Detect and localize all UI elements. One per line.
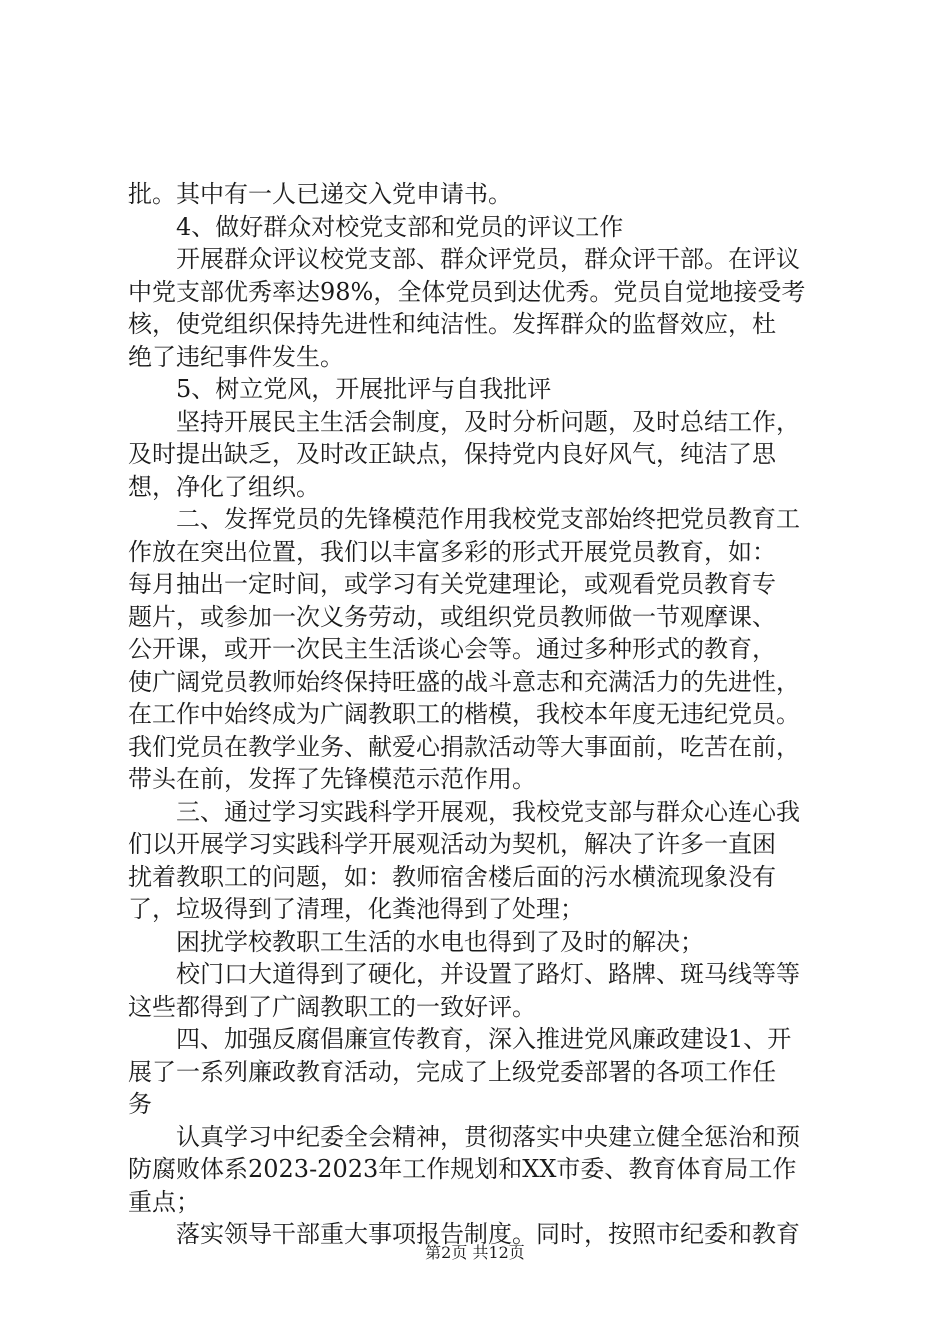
text-line: 四、加强反腐倡廉宣传教育，深入推进党风廉政建设1、开 (176, 1025, 792, 1053)
text-line: 题片，或参加一次义务劳动，或组织党员教师做一节观摩课、 (128, 602, 776, 631)
text-line: 中党支部优秀率达98%，全体党员到达优秀。党员自觉地接受考 (128, 277, 806, 306)
text-line: 校门口大道得到了硬化，并设置了路灯、路牌、斑马线等等 (176, 960, 800, 988)
text-line: 在工作中始终成为广阔教职工的楷模，我校本年度无违纪党员。 (128, 700, 800, 728)
text-line: 使广阔党员教师始终保持旺盛的战斗意志和充满活力的先进性， (128, 667, 800, 696)
text-line: 二、发挥党员的先锋模范作用我校党支部始终把党员教育工 (176, 505, 800, 533)
text-line: 这些都得到了广阔教职工的一致好评。 (128, 992, 536, 1021)
text-line: 及时提出缺乏，及时改正缺点，保持党内良好风气，纯洁了思 (128, 440, 776, 468)
text-line: 了，垃圾得到了清理，化粪池得到了处理； (128, 895, 584, 923)
text-line: 展了一系列廉政教育活动，完成了上级党委部署的各项工作任 (128, 1057, 776, 1086)
text-line: 防腐败体系2023-2023年工作规划和XX市委、教育体育局工作 (128, 1155, 797, 1183)
text-line: 开展群众评议校党支部、群众评党员，群众评干部。在评议 (176, 245, 800, 273)
text-line: 作放在突出位置，我们以丰富多彩的形式开展党员教育，如： (128, 537, 776, 566)
text-line: 5、树立党风，开展批评与自我批评 (176, 375, 552, 403)
text-line: 三、通过学习实践科学开展观，我校党支部与群众心连心我 (176, 797, 800, 826)
text-line: 4、做好群众对校党支部和党员的评议工作 (176, 212, 624, 241)
text-line: 坚持开展民主生活会制度，及时分析问题，及时总结工作， (176, 407, 800, 436)
text-line: 我们党员在教学业务、献爱心捐款活动等大事面前，吃苦在前， (128, 732, 800, 761)
text-line: 扰着教职工的问题，如：教师宿舍楼后面的污水横流现象没有 (128, 862, 776, 891)
text-line: 认真学习中纪委全会精神，贯彻落实中央建立健全惩治和预 (176, 1122, 800, 1151)
text-line: 核，使党组织保持先进性和纯洁性。发挥群众的监督效应，杜 (128, 310, 776, 338)
text-line: 重点； (128, 1187, 200, 1216)
text-line: 公开课，或开一次民主生活谈心会等。通过多种形式的教育， (128, 635, 776, 663)
text-line: 批。其中有一人已递交入党申请书。 (128, 180, 512, 208)
text-line: 困扰学校教职工生活的水电也得到了及时的解决； (176, 927, 704, 956)
text-line: 务 (128, 1090, 152, 1118)
text-line: 绝了违纪事件发生。 (128, 342, 344, 371)
page-number-footer: 第2页 共12页 (425, 1243, 525, 1262)
text-line: 想，净化了组织。 (128, 472, 320, 501)
text-line: 落实领导干部重大事项报告制度。同时，按照市纪委和教育 (176, 1220, 800, 1248)
text-line: 带头在前，发挥了先锋模范示范作用。 (128, 765, 536, 793)
text-line: 们以开展学习实践科学开展观活动为契机，解决了许多一直困 (128, 830, 776, 858)
text-line: 每月抽出一定时间，或学习有关党建理论，或观看党员教育专 (128, 570, 776, 598)
document-body (128, 178, 848, 1251)
